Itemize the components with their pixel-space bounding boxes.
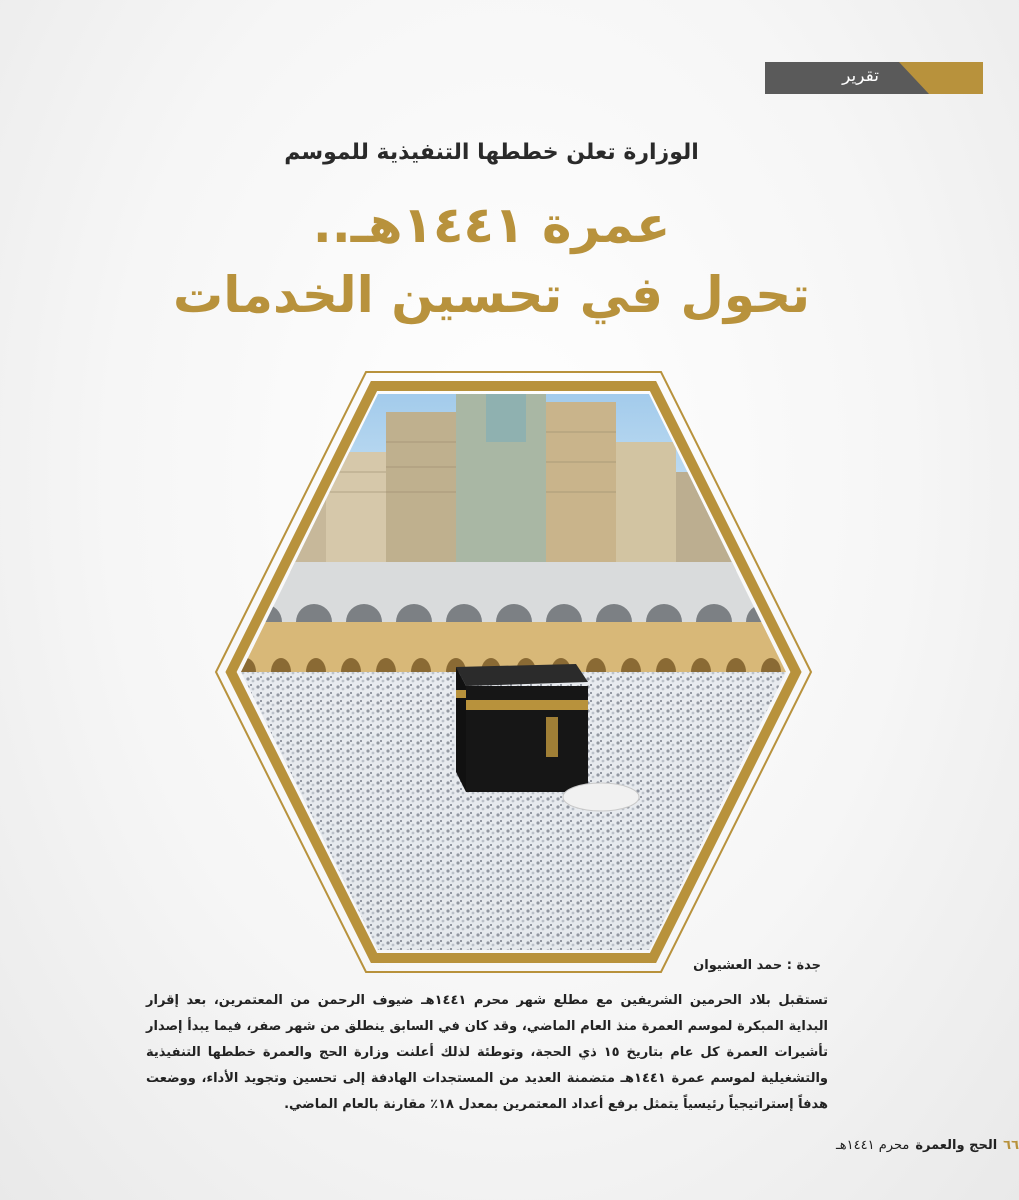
issue-date: محرم ١٤٤١هـ <box>836 1138 910 1153</box>
article-subtitle: الوزارة تعلن خططها التنفيذية للموسم <box>284 140 699 165</box>
byline: جدة : حمد العشيوان <box>693 958 821 973</box>
article-paragraph: تستقبل بلاد الحرمين الشريفين مع مطلع شهر محرم ١٤٤١هـ ضيوف الرحمن من المعتمرين، بعد إقرار البداية المبكرة لموسم العمرة منذ العام الماضي، وقد كان في السابق ينطلق من شهر صفر، فيما يبدأ إصدار تأشيرات العمرة كل عام بتاريخ ١٥ ذي الحجة، وتوطئة لذلك أعلنت وزارة الحج والعمرة خططها التنفيذية والتشغيلية لموسم عمرة ١٤٤١هـ متضمنة العديد من المستجدات الهادفة إلى تحسين وتجويد الأداء، ووضعت هدفاً إستراتيجياً رئيسياً يتمثل برفع أعداد المعتمرين بمعدل ١٨٪ مقارنة بالعام الماضي. <box>146 993 828 1112</box>
hero-image-frame <box>216 372 811 972</box>
article-title-line2: تحول في تحسين الخدمات <box>173 266 810 324</box>
page-number: ٦٦ <box>1003 1138 1019 1153</box>
page-footer <box>836 1138 1019 1153</box>
article-title-line1: عمرة ١٤٤١هـ.. <box>312 196 671 254</box>
magazine-name: الحج والعمرة <box>915 1138 998 1153</box>
kaaba-photo <box>216 372 811 972</box>
section-label: تقرير <box>842 66 879 86</box>
section-tab <box>765 62 983 94</box>
